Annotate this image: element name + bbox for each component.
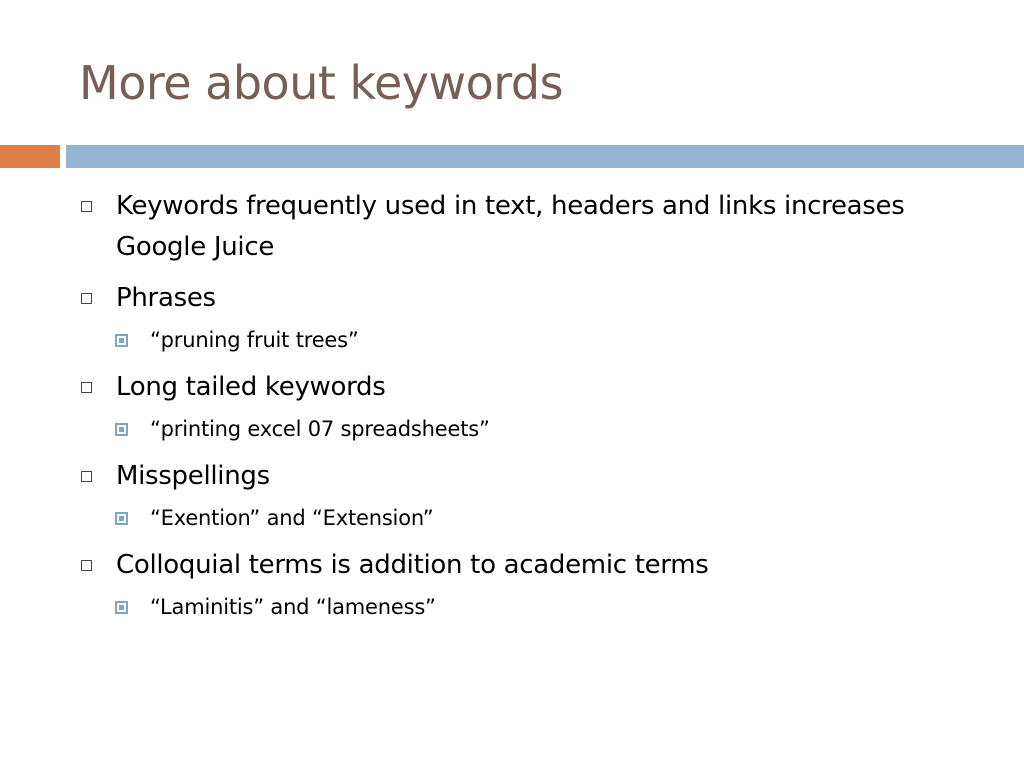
filled-square-bullet-icon — [115, 601, 128, 614]
bullet-item — [79, 456, 979, 497]
slide-title: More about keywords — [79, 56, 564, 110]
filled-square-bullet-icon — [115, 334, 128, 347]
sub-bullet-text: “printing excel 07 spreadsheets” — [150, 417, 490, 441]
bullet-list — [79, 186, 979, 624]
hollow-square-bullet-icon — [81, 560, 92, 571]
sub-bullet-text: “Exention” and “Extension” — [150, 506, 434, 530]
bullet-item — [79, 278, 979, 319]
bullet-text: Misspellings — [116, 461, 270, 491]
sub-bullet-item — [113, 323, 979, 357]
bullet-text: Phrases — [116, 283, 216, 313]
hollow-square-bullet-icon — [81, 201, 92, 212]
bullet-text: Keywords frequently used in text, headers and links increases Google Juice — [116, 191, 905, 262]
sub-bullet-text: “Laminitis” and “lameness” — [150, 595, 436, 619]
hollow-square-bullet-icon — [81, 471, 92, 482]
bullet-text: Long tailed keywords — [116, 372, 386, 402]
sub-bullet-item — [113, 590, 979, 624]
title-accent-bar — [0, 145, 60, 168]
bullet-item — [79, 186, 979, 268]
bullet-text: Colloquial terms is addition to academic terms — [116, 550, 709, 580]
sub-bullet-text: “pruning fruit trees” — [150, 328, 359, 352]
hollow-square-bullet-icon — [81, 382, 92, 393]
sub-bullet-item — [113, 501, 979, 535]
hollow-square-bullet-icon — [81, 293, 92, 304]
filled-square-bullet-icon — [115, 423, 128, 436]
filled-square-bullet-icon — [115, 512, 128, 525]
title-divider-bar — [66, 145, 1024, 168]
bullet-item — [79, 545, 979, 586]
bullet-item — [79, 367, 979, 408]
sub-bullet-item — [113, 412, 979, 446]
